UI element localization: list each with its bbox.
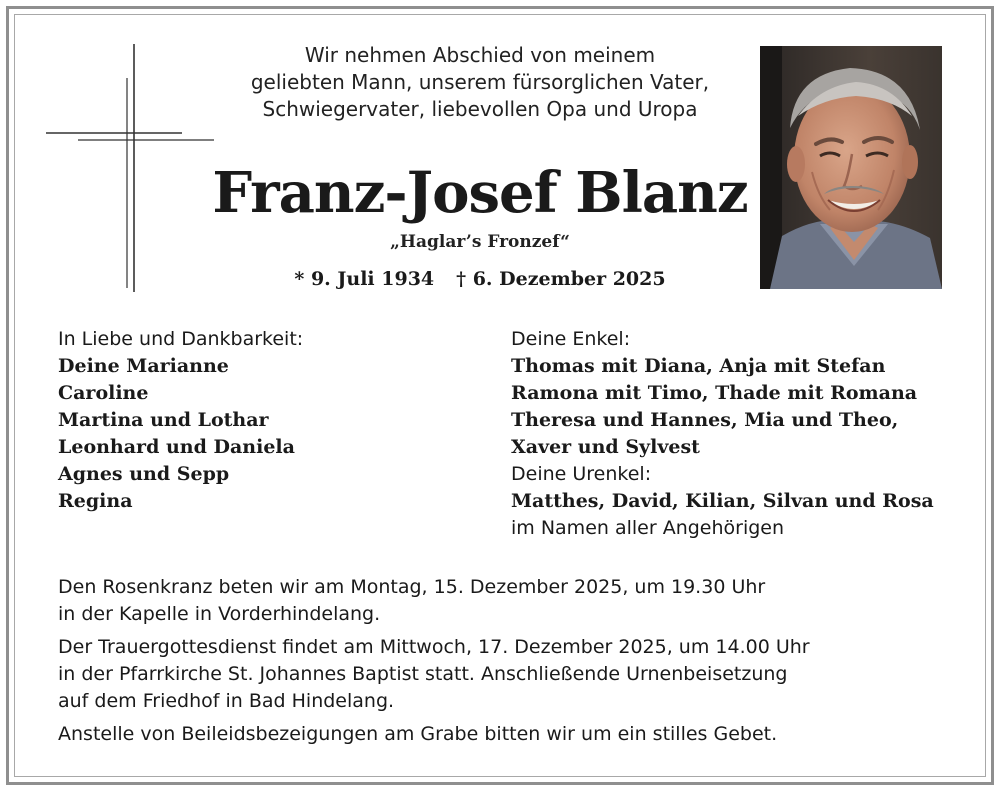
service-notice (58, 634, 810, 715)
intro-text (210, 42, 750, 123)
nickname: „Haglar’s Fronzef“ (390, 232, 570, 252)
grandchildren-line: Ramona mit Timo, Thade mit Romana (511, 382, 918, 404)
family-member: Caroline (58, 382, 149, 404)
request-notice: Anstelle von Beileidsbezeigungen am Grabe bitten wir um ein stilles Gebet. (58, 723, 778, 745)
family-heading: In Liebe und Dankbarkeit: (58, 328, 304, 350)
family-member: Martina und Lothar (58, 409, 269, 431)
life-dates (200, 268, 760, 290)
service-line: auf dem Friedhof in Bad Hindelang. (58, 690, 395, 712)
death-date: † 6. Dezember 2025 (456, 268, 666, 290)
rosary-line: in der Kapelle in Vorderhindelang. (58, 603, 381, 625)
family-member: Agnes und Sepp (58, 463, 230, 485)
rosary-notice (58, 574, 765, 628)
family-member: Regina (58, 490, 133, 512)
family-member: Deine Marianne (58, 355, 229, 377)
deceased-name: Franz-Josef Blanz (212, 160, 748, 226)
great-grandchildren-line: Matthes, David, Kilian, Silvan und Rosa (511, 490, 934, 512)
family-column-left (58, 326, 303, 515)
grandchildren-heading: Deine Enkel: (511, 328, 631, 350)
intro-line: Wir nehmen Abschied von meinem (304, 43, 656, 67)
birth-date: * 9. Juli 1934 (294, 268, 435, 290)
portrait-photo (760, 46, 942, 289)
rosary-line: Den Rosenkranz beten wir am Montag, 15. Dezember 2025, um 19.30 Uhr (58, 576, 766, 598)
grandchildren-line: Thomas mit Diana, Anja mit Stefan (511, 355, 886, 377)
intro-line: Schwiegervater, liebevollen Opa und Uropa (262, 97, 698, 121)
intro-line: geliebten Mann, unserem fürsorglichen Vater, (250, 70, 710, 94)
family-column-right (511, 326, 934, 542)
great-grandchildren-heading: Deine Urenkel: (511, 463, 652, 485)
service-line: in der Pfarrkirche St. Johannes Baptist statt. Anschließende Urnenbeisetzung (58, 663, 788, 685)
closing-line: im Namen aller Angehörigen (511, 517, 785, 539)
grandchildren-line: Xaver und Sylvest (511, 436, 700, 458)
service-line: Der Trauergottesdienst findet am Mittwoch, 17. Dezember 2025, um 14.00 Uhr (58, 636, 810, 658)
cross-icon (46, 44, 216, 292)
family-member: Leonhard und Daniela (58, 436, 295, 458)
grandchildren-line: Theresa und Hannes, Mia und Theo, (511, 409, 899, 431)
